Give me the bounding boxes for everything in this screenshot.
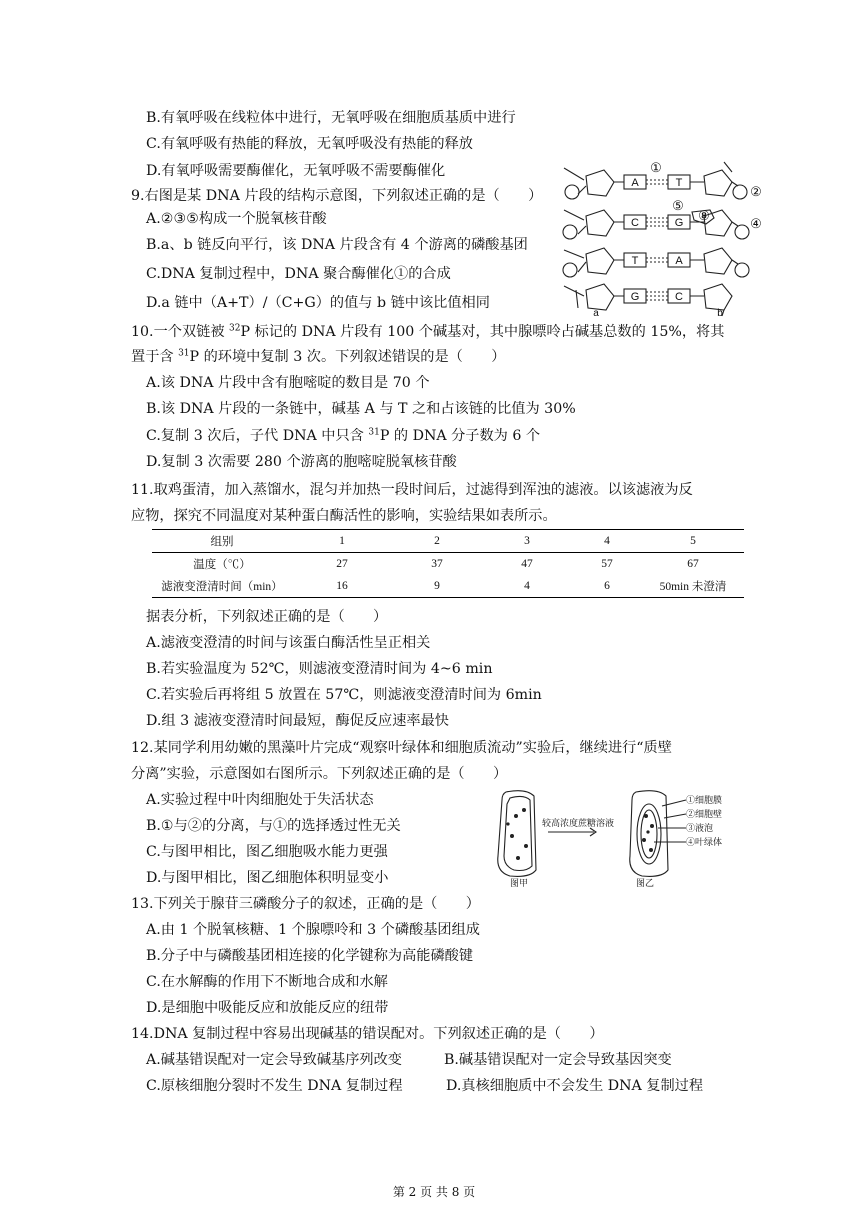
q11-option-d: D.组 3 滤液变澄清时间最短，酶促反应速率最快: [146, 713, 449, 729]
experiment-table: [152, 529, 744, 598]
q11-option-b: B.若实验温度为 52℃，则滤液变澄清时间为 4~6 min: [146, 661, 493, 677]
q12-option-a: A.实验过程中叶肉细胞处于失活状态: [146, 792, 374, 808]
table-cell: 16: [292, 575, 392, 598]
base-a-4: G: [630, 291, 640, 303]
legend-wall: ②细胞壁: [686, 809, 723, 819]
sucrose-solution-label: 较高浓度蔗糖溶液: [542, 818, 615, 828]
q14-option-b: B.碱基错误配对一定会导致基因突变: [444, 1052, 672, 1068]
base-b-4: C: [675, 291, 683, 303]
legend-membrane: ①细胞膜: [686, 795, 723, 805]
q13-option-b: B.分子中与磷酸基团相连接的化学键称为高能磷酸键: [146, 948, 474, 964]
q10-option-d: D.复制 3 次需要 280 个游离的胞嘧啶脱氧核苷酸: [146, 454, 457, 470]
q8-option-c: C.有氧呼吸有热能的释放，无氧呼吸没有热能的释放: [146, 136, 473, 152]
table-cell: 47: [521, 558, 533, 570]
strand-b-label: b: [717, 308, 723, 318]
table-cell: 6: [572, 575, 642, 598]
q8-option-b: B.有氧呼吸在线粒体中进行，无氧呼吸在细胞质基质中进行: [146, 110, 516, 126]
q8-option-d: D.有氧呼吸需要酶催化，无氧呼吸不需要酶催化: [146, 163, 446, 179]
q12-option-b: B.①与②的分离，与①的选择透过性无关: [146, 818, 401, 834]
table-cell: 3: [482, 530, 572, 553]
base-a-3: T: [631, 255, 639, 267]
label-2: ②: [750, 184, 762, 199]
plasmolysis-diagram: [486, 786, 750, 890]
base-a-2: C: [631, 217, 639, 229]
table-cell: 4: [572, 530, 642, 553]
table-cell: 组别: [152, 530, 292, 553]
dna-structure-diagram: [556, 158, 766, 318]
q9-stem: 9.右图是某 DNA 片段的结构示意图，下列叙述正确的是（ ）: [131, 188, 543, 204]
base-b-1: T: [675, 177, 683, 189]
base-b-2: G: [674, 217, 684, 229]
legend-vacuole: ③液泡: [686, 823, 714, 833]
fig-yi-label: 图乙: [636, 878, 655, 888]
q10-option-c: C.复制 3 次后，子代 DNA 中只含 $^{31}$P 的 DNA 分子数为 6 个: [146, 427, 541, 444]
q9-option-b: B.a、b 链反向平行，该 DNA 片段含有 4 个游离的磷酸基团: [146, 237, 528, 253]
strand-a-label: a: [593, 308, 599, 318]
q9-option-d: D.a 链中（A+T）/（C+G）的值与 b 链中该比值相同: [146, 295, 490, 311]
base-a-1: A: [631, 177, 639, 189]
q12-option-d: D.与图甲相比，图乙细胞体积明显变小: [146, 870, 389, 886]
q14-option-a: A.碱基错误配对一定会导致碱基序列改变: [146, 1052, 402, 1068]
table-cell: 温度（℃）: [193, 559, 251, 571]
q13-option-c: C.在水解酶的作用下不断地合成和水解: [146, 974, 388, 990]
label-1: ①: [650, 160, 662, 175]
q10-option-b: B.该 DNA 片段的一条链中，碱基 A 与 T 之和占该链的比值为 30%: [146, 401, 576, 417]
q11-stem-line2: 应物，探究不同温度对某种蛋白酶活性的影响，实验结果如表所示。: [131, 508, 557, 524]
q10-stem-line2: 置于含 $^{31}$P 的环境中复制 3 次。下列叙述错误的是（ ）: [131, 348, 506, 365]
q11-stem-line3: 据表分析，下列叙述正确的是（ ）: [146, 609, 388, 625]
table-cell: 1: [292, 530, 392, 553]
table-cell: 67: [687, 558, 699, 570]
q13-option-a: A.由 1 个脱氧核糖、1 个腺嘌呤和 3 个磷酸基团组成: [146, 922, 480, 938]
legend-chloroplast: ④叶绿体: [686, 837, 723, 847]
q9-option-c: C.DNA 复制过程中，DNA 聚合酶催化①的合成: [146, 266, 451, 282]
q13-stem: 13.下列关于腺苷三磷酸分子的叙述，正确的是（ ）: [131, 896, 480, 912]
table-header-row: [152, 530, 744, 553]
table-row: [152, 575, 744, 598]
q11-option-c: C.若实验后再将组 5 放置在 57℃，则滤液变澄清时间为 6min: [146, 687, 542, 703]
page-footer: 第 2 页 共 8 页: [392, 1185, 476, 1199]
q14-option-d: D.真核细胞质中不会发生 DNA 复制过程: [446, 1078, 704, 1094]
q10-option-a: A.该 DNA 片段中含有胞嘧啶的数目是 70 个: [146, 375, 430, 391]
q12-option-c: C.与图甲相比，图乙细胞吸水能力更强: [146, 844, 388, 860]
q13-option-d: D.是细胞中吸能反应和放能反应的纽带: [146, 1000, 389, 1016]
table-cell: 2: [392, 530, 482, 553]
q11-stem-line1: 11.取鸡蛋清，加入蒸馏水，混匀并加热一段时间后，过滤得到浑浊的滤液。以该滤液为反: [131, 482, 693, 498]
table-cell: 9: [392, 575, 482, 598]
table-cell: 50min 未澄清: [642, 575, 744, 598]
q12-stem-line1: 12.某同学利用幼嫩的黑藻叶片完成“观察叶绿体和细胞质流动”实验后，继续进行“质壁: [131, 740, 672, 756]
base-b-3: A: [675, 255, 683, 267]
q10-stem-line1: 10.一个双链被 $^{32}$P 标记的 DNA 片段有 100 个碱基对，其中腺嘌呤占碱基总数的 15%，将其: [131, 323, 725, 340]
q14-stem: 14.DNA 复制过程中容易出现碱基的错误配对。下列叙述正确的是（ ）: [131, 1026, 604, 1042]
table-cell: 滤液变澄清时间（min）: [152, 575, 292, 598]
table-cell: 37: [431, 558, 443, 570]
fig-jia-label: 图甲: [510, 878, 529, 888]
q9-option-a: A.②③⑤构成一个脱氧核苷酸: [146, 211, 327, 227]
table-cell: 27: [336, 558, 348, 570]
q14-option-c: C.原核细胞分裂时不发生 DNA 复制过程: [146, 1078, 403, 1094]
q12-stem-line2: 分离”实验，示意图如右图所示。下列叙述正确的是（ ）: [131, 766, 508, 782]
table-row: [152, 553, 744, 576]
label-8: ⑧: [698, 208, 710, 223]
label-4: ④: [750, 216, 762, 231]
table-cell: 57: [601, 558, 613, 570]
table-cell: 4: [482, 575, 572, 598]
table-cell: 5: [642, 530, 744, 553]
label-5: ⑤: [672, 198, 684, 213]
q11-option-a: A.滤液变澄清的时间与该蛋白酶活性呈正相关: [146, 635, 431, 651]
